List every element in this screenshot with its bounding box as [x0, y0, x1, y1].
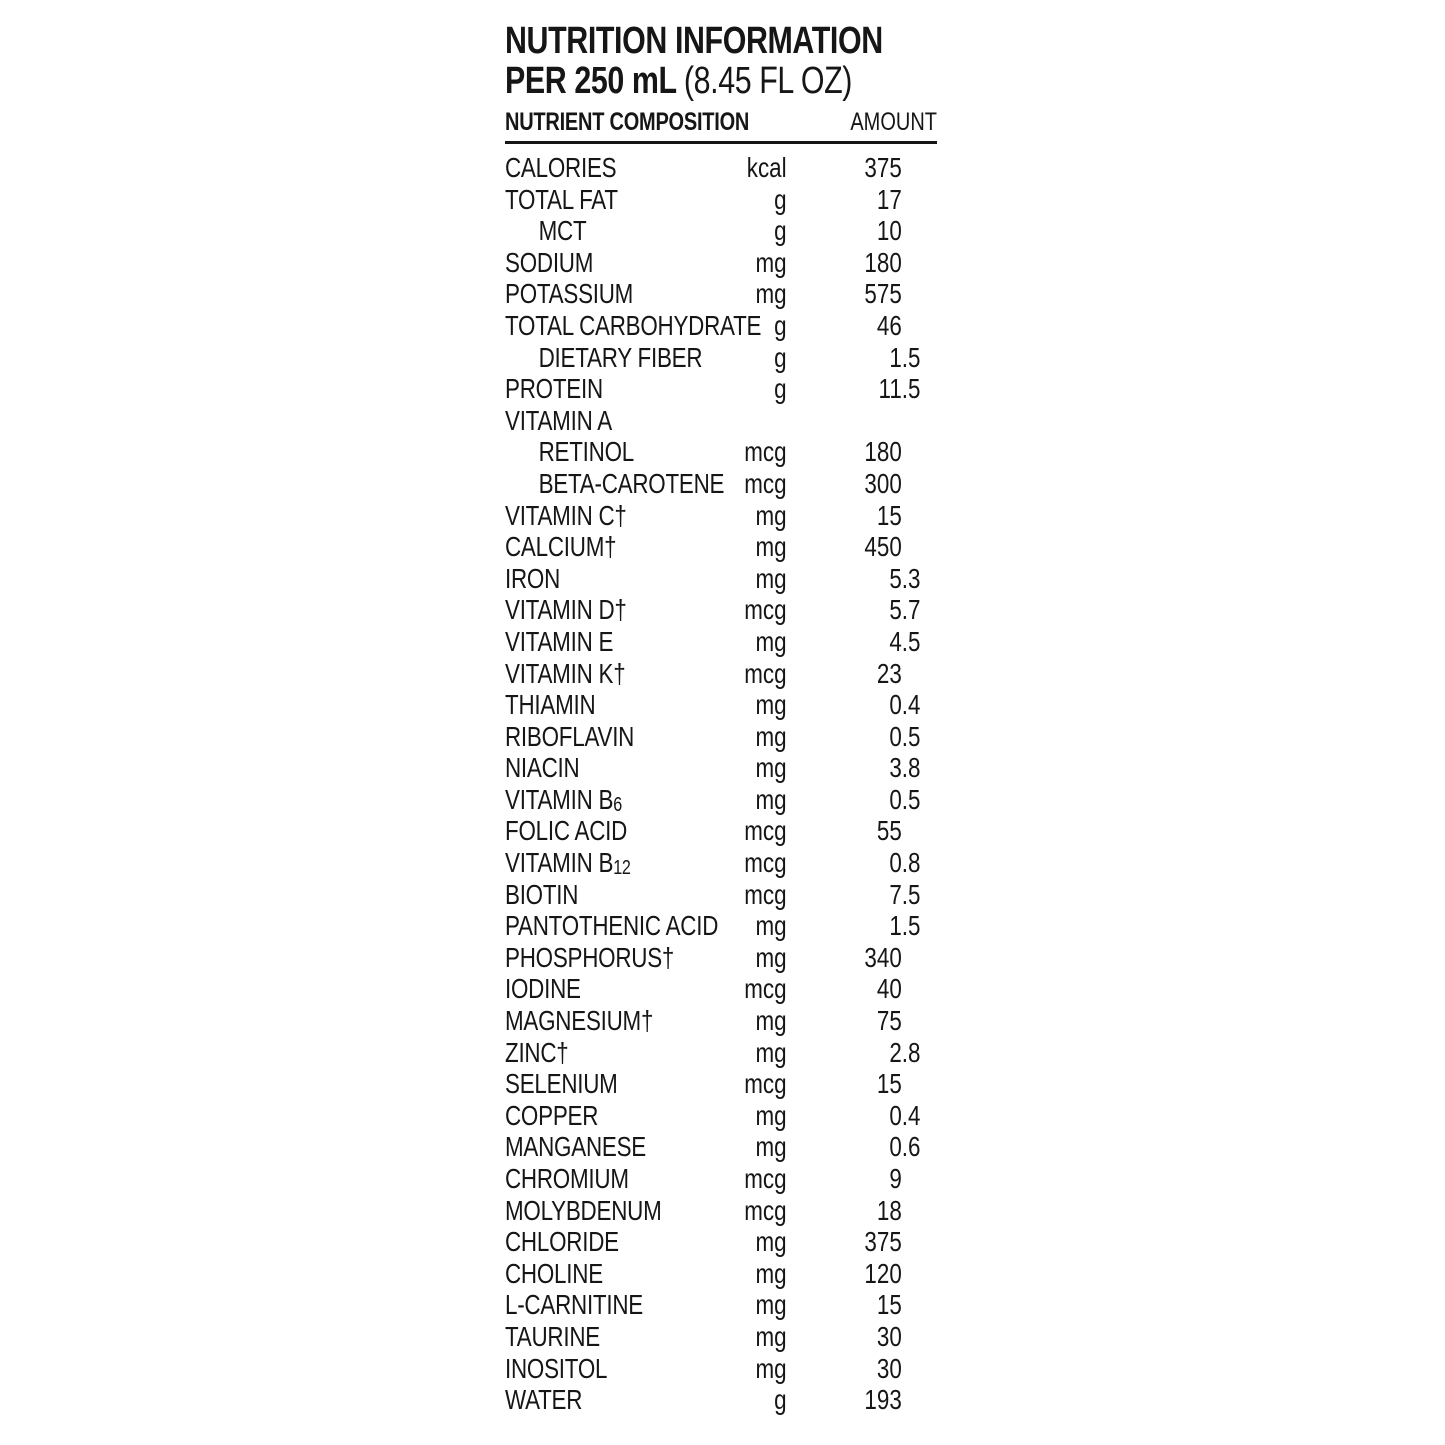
- amount-fraction: .5: [901, 341, 921, 373]
- nutrient-name: VITAMIN E: [505, 625, 614, 657]
- nutrient-unit: mg: [755, 562, 787, 594]
- nutrient-amount: [787, 752, 937, 784]
- table-row: [505, 942, 937, 974]
- amount-fraction: [902, 942, 937, 974]
- nutrient-amount: [787, 689, 937, 721]
- amount-whole: 15: [876, 499, 902, 531]
- table-header: [505, 110, 937, 135]
- nutrient-name: MCT: [538, 215, 587, 247]
- nutrient-name: IODINE: [505, 973, 581, 1005]
- table-row: [505, 184, 937, 216]
- nutrient-amount: [787, 152, 937, 184]
- nutrient-amount: [787, 278, 937, 310]
- nutrient-unit: mcg: [744, 1068, 787, 1100]
- table-row: [505, 1195, 937, 1227]
- nutrient-amount: [787, 373, 937, 405]
- amount-whole: 55: [876, 815, 902, 847]
- nutrient-unit: mg: [755, 1320, 787, 1352]
- table-row: [505, 247, 937, 279]
- nutrient-unit: mg: [755, 625, 787, 657]
- nutrient-amount: [787, 658, 937, 690]
- amount-whole: 9: [889, 1163, 902, 1194]
- nutrient-name: SELENIUM: [505, 1068, 618, 1100]
- nutrient-unit: kcal: [746, 152, 787, 183]
- nutrient-amount: [787, 815, 937, 847]
- nutrient-unit: mg: [755, 1131, 787, 1163]
- table-row: [505, 658, 937, 690]
- amount-whole: 300: [864, 467, 902, 499]
- amount-fraction: .8: [901, 847, 921, 879]
- amount-fraction: [902, 278, 937, 310]
- nutrient-unit: mcg: [744, 815, 787, 847]
- amount-fraction: [902, 436, 937, 468]
- table-row: [505, 1100, 937, 1132]
- nutrient-amount: [787, 721, 937, 753]
- nutrient-name: CALORIES: [505, 152, 617, 183]
- serving-size-line: [505, 60, 937, 102]
- amount-fraction: .5: [901, 625, 921, 657]
- amount-whole: 180: [864, 246, 902, 278]
- nutrient-name: PROTEIN: [505, 373, 603, 405]
- nutrient-name: BETA-CAROTENE: [538, 467, 725, 499]
- table-row: [505, 405, 937, 437]
- amount-fraction: [902, 247, 937, 279]
- nutrient-amount: [787, 1195, 937, 1227]
- column-header-amount: AMOUNT: [850, 108, 937, 136]
- table-row: [505, 1005, 937, 1037]
- amount-whole: [787, 405, 902, 437]
- nutrient-unit: [715, 405, 787, 437]
- nutrient-amount: [787, 500, 937, 532]
- table-row: [505, 1321, 937, 1353]
- nutrient-name: VITAMIN C†: [505, 499, 627, 531]
- nutrient-amount: [787, 942, 937, 974]
- table-row: [505, 342, 937, 374]
- nutrient-name: SODIUM: [505, 246, 594, 278]
- nutrient-name: POTASSIUM: [505, 278, 634, 310]
- nutrient-unit: mg: [755, 720, 787, 752]
- nutrient-unit: mg: [755, 1289, 787, 1321]
- amount-fraction: .5: [901, 373, 921, 405]
- amount-whole: 120: [864, 1257, 902, 1289]
- table-row: [505, 1226, 937, 1258]
- nutrient-unit: g: [774, 1384, 787, 1416]
- nutrient-amount: [787, 1131, 937, 1163]
- amount-fraction: [902, 1195, 937, 1227]
- amount-fraction: [902, 1289, 937, 1321]
- amount-whole: 2: [889, 1036, 902, 1068]
- amount-whole: 1: [889, 910, 902, 942]
- amount-whole: 5: [889, 562, 902, 594]
- nutrient-unit: g: [774, 373, 787, 405]
- amount-fraction: [902, 184, 937, 216]
- table-row: [505, 436, 937, 468]
- nutrient-unit: mg: [755, 499, 787, 531]
- amount-whole: 0: [889, 847, 902, 879]
- nutrient-amount: [787, 468, 937, 500]
- nutrient-amount: [787, 973, 937, 1005]
- nutrient-name: THIAMIN: [505, 689, 596, 721]
- amount-whole: 40: [876, 973, 902, 1005]
- table-row: [505, 1289, 937, 1321]
- nutrient-amount: [787, 184, 937, 216]
- nutrient-unit: mg: [755, 1099, 787, 1131]
- nutrient-unit: mg: [755, 783, 787, 815]
- amount-whole: 3: [889, 752, 902, 784]
- serving-fl-oz: (8.45 FL OZ): [683, 60, 852, 102]
- amount-fraction: [902, 215, 937, 247]
- amount-fraction: [902, 152, 937, 184]
- amount-whole: 575: [864, 278, 902, 310]
- amount-fraction: [902, 1384, 937, 1416]
- amount-fraction: [902, 468, 937, 500]
- nutrient-amount: [787, 1258, 937, 1290]
- nutrient-amount: [787, 215, 937, 247]
- amount-fraction: .5: [901, 720, 921, 752]
- amount-fraction: [902, 1163, 937, 1195]
- nutrient-unit: mg: [755, 1352, 787, 1384]
- serving-volume: PER 250 mL: [505, 60, 677, 102]
- table-row: [505, 468, 937, 500]
- table-row: [505, 1384, 937, 1416]
- nutrient-name-subscript: 6: [613, 793, 622, 816]
- table-row: [505, 784, 937, 816]
- nutrient-unit: mcg: [744, 594, 787, 626]
- table-row: [505, 500, 937, 532]
- table-row: [505, 152, 937, 184]
- nutrient-amount: [787, 626, 937, 658]
- nutrient-amount: [787, 784, 937, 816]
- nutrient-name-subscript: 12: [613, 857, 631, 880]
- amount-fraction: .5: [901, 910, 921, 942]
- nutrient-amount: [787, 847, 937, 879]
- nutrient-name: COPPER: [505, 1099, 599, 1131]
- amount-whole: 7: [889, 878, 902, 910]
- nutrient-name: MAGNESIUM†: [505, 1005, 654, 1037]
- amount-whole: 23: [876, 657, 902, 689]
- amount-fraction: .3: [901, 562, 921, 594]
- table-row: [505, 1068, 937, 1100]
- nutrient-unit: g: [774, 309, 787, 341]
- amount-whole: 0: [889, 689, 902, 721]
- nutrient-unit: mg: [755, 1226, 787, 1258]
- label-title: NUTRITION INFORMATION: [505, 20, 883, 62]
- nutrient-name: WATER: [505, 1384, 583, 1416]
- nutrient-amount: [787, 1037, 937, 1069]
- nutrient-amount: [787, 342, 937, 374]
- table-row: [505, 752, 937, 784]
- amount-whole: 75: [876, 1005, 902, 1037]
- table-row: [505, 973, 937, 1005]
- nutrient-amount: [787, 531, 937, 563]
- amount-fraction: .4: [901, 1099, 921, 1131]
- header-rule: [505, 141, 937, 144]
- amount-fraction: .4: [901, 689, 921, 721]
- nutrient-amount: [787, 1321, 937, 1353]
- nutrient-name: VITAMIN A: [505, 404, 612, 436]
- amount-fraction: [902, 531, 937, 563]
- table-row: [505, 563, 937, 595]
- nutrient-name: NIACIN: [505, 752, 580, 784]
- nutrient-unit: mg: [755, 1036, 787, 1068]
- amount-whole: 0: [889, 720, 902, 752]
- nutrient-unit: mg: [755, 752, 787, 784]
- amount-whole: 30: [876, 1352, 902, 1384]
- amount-fraction: .8: [901, 752, 921, 784]
- nutrient-name: VITAMIN B6: [505, 783, 622, 816]
- amount-fraction: [902, 1005, 937, 1037]
- nutrient-unit: mcg: [744, 973, 787, 1005]
- amount-fraction: [902, 500, 937, 532]
- nutrient-amount: [787, 1005, 937, 1037]
- amount-whole: 193: [864, 1384, 902, 1416]
- table-row: [505, 910, 937, 942]
- amount-fraction: [902, 1258, 937, 1290]
- table-row: [505, 1037, 937, 1069]
- amount-whole: 30: [876, 1320, 902, 1352]
- nutrient-amount: [787, 1163, 937, 1195]
- nutrient-unit: mg: [755, 941, 787, 973]
- amount-whole: 0: [889, 1131, 902, 1163]
- nutrient-unit: mcg: [744, 467, 787, 499]
- table-row: [505, 594, 937, 626]
- amount-whole: 18: [876, 1194, 902, 1226]
- amount-fraction: [902, 1226, 937, 1258]
- amount-whole: 11: [878, 373, 902, 405]
- nutrient-table-body: [505, 152, 937, 1416]
- nutrient-name: CALCIUM†: [505, 531, 617, 563]
- table-row: [505, 847, 937, 879]
- nutrient-name: DIETARY FIBER: [538, 341, 703, 373]
- amount-whole: 15: [876, 1068, 902, 1100]
- nutrient-name: VITAMIN D†: [505, 594, 627, 626]
- amount-whole: 375: [864, 1226, 902, 1258]
- amount-fraction: [902, 1353, 937, 1385]
- nutrient-name: MANGANESE: [505, 1131, 646, 1163]
- table-row: [505, 721, 937, 753]
- amount-whole: 450: [864, 531, 902, 563]
- amount-fraction: [902, 815, 937, 847]
- nutrient-unit: mg: [755, 910, 787, 942]
- nutrient-unit: mcg: [744, 657, 787, 689]
- amount-fraction: [902, 310, 937, 342]
- amount-fraction: [902, 1321, 937, 1353]
- nutrient-unit: mcg: [744, 436, 787, 468]
- table-row: [505, 531, 937, 563]
- nutrient-amount: [787, 405, 937, 437]
- nutrient-unit: g: [774, 183, 787, 215]
- table-row: [505, 689, 937, 721]
- amount-fraction: [902, 405, 937, 437]
- table-row: [505, 373, 937, 405]
- nutrient-unit: mcg: [744, 878, 787, 910]
- nutrient-name: ZINC†: [505, 1036, 569, 1068]
- amount-fraction: .5: [901, 783, 921, 815]
- nutrient-unit: mcg: [744, 1163, 787, 1194]
- nutrient-name: L-CARNITINE: [505, 1289, 643, 1321]
- amount-whole: 10: [876, 215, 902, 247]
- nutrient-name: MOLYBDENUM: [505, 1194, 662, 1226]
- amount-fraction: .6: [901, 1131, 921, 1163]
- amount-fraction: .5: [901, 878, 921, 910]
- nutrient-name: CHOLINE: [505, 1257, 603, 1289]
- nutrient-name: FOLIC ACID: [505, 815, 628, 847]
- nutrient-unit: g: [774, 215, 787, 247]
- nutrition-label: [505, 22, 937, 1416]
- nutrient-name: TAURINE: [505, 1320, 600, 1352]
- nutrient-unit: mcg: [744, 847, 787, 879]
- table-row: [505, 1163, 937, 1195]
- amount-fraction: .7: [901, 594, 921, 626]
- amount-whole: 15: [876, 1289, 902, 1321]
- nutrient-name: PANTOTHENIC ACID: [505, 910, 719, 942]
- amount-whole: 17: [876, 183, 902, 215]
- table-row: [505, 815, 937, 847]
- table-row: [505, 1131, 937, 1163]
- amount-whole: 0: [889, 1099, 902, 1131]
- nutrient-amount: [787, 1226, 937, 1258]
- amount-whole: 375: [864, 152, 902, 183]
- nutrient-amount: [787, 1384, 937, 1416]
- nutrient-amount: [787, 594, 937, 626]
- nutrient-amount: [787, 247, 937, 279]
- amount-whole: 46: [876, 309, 902, 341]
- nutrient-amount: [787, 563, 937, 595]
- nutrient-amount: [787, 436, 937, 468]
- table-row: [505, 1258, 937, 1290]
- nutrient-name: TOTAL FAT: [505, 183, 618, 215]
- nutrient-unit: g: [774, 341, 787, 373]
- nutrient-unit: mg: [755, 1005, 787, 1037]
- column-header-nutrient: NUTRIENT COMPOSITION: [505, 108, 750, 136]
- amount-fraction: [902, 973, 937, 1005]
- nutrient-amount: [787, 1289, 937, 1321]
- amount-fraction: [902, 1068, 937, 1100]
- nutrient-name: TOTAL CARBOHYDRATE: [505, 309, 762, 341]
- amount-fraction: [902, 658, 937, 690]
- nutrient-name: VITAMIN K†: [505, 657, 626, 689]
- table-row: [505, 310, 937, 342]
- nutrient-amount: [787, 1068, 937, 1100]
- amount-whole: 5: [889, 594, 902, 626]
- amount-whole: 180: [864, 436, 902, 468]
- nutrient-amount: [787, 879, 937, 911]
- amount-whole: 4: [889, 625, 902, 657]
- table-row: [505, 626, 937, 658]
- nutrient-name: RIBOFLAVIN: [505, 720, 635, 752]
- nutrient-amount: [787, 310, 937, 342]
- nutrient-unit: mg: [755, 689, 787, 721]
- table-row: [505, 1353, 937, 1385]
- nutrient-unit: mg: [755, 1257, 787, 1289]
- table-row: [505, 278, 937, 310]
- nutrient-name: CHLORIDE: [505, 1226, 619, 1258]
- table-row: [505, 879, 937, 911]
- nutrient-unit: mg: [755, 531, 787, 563]
- nutrient-amount: [787, 1353, 937, 1385]
- table-row: [505, 215, 937, 247]
- nutrient-unit: mg: [755, 278, 787, 310]
- nutrient-unit: mcg: [744, 1194, 787, 1226]
- nutrient-name: IRON: [505, 562, 561, 594]
- nutrient-name: BIOTIN: [505, 878, 579, 910]
- nutrient-amount: [787, 1100, 937, 1132]
- nutrient-name: PHOSPHORUS†: [505, 941, 675, 973]
- nutrient-amount: [787, 910, 937, 942]
- amount-whole: 1: [889, 341, 902, 373]
- nutrient-name: INOSITOL: [505, 1352, 608, 1384]
- nutrient-unit: mg: [755, 246, 787, 278]
- nutrient-name: CHROMIUM: [505, 1163, 629, 1194]
- amount-whole: 0: [889, 783, 902, 815]
- nutrient-name: RETINOL: [538, 436, 635, 468]
- amount-fraction: .8: [901, 1036, 921, 1068]
- amount-whole: 340: [864, 941, 902, 973]
- nutrient-name: VITAMIN B12: [505, 847, 631, 880]
